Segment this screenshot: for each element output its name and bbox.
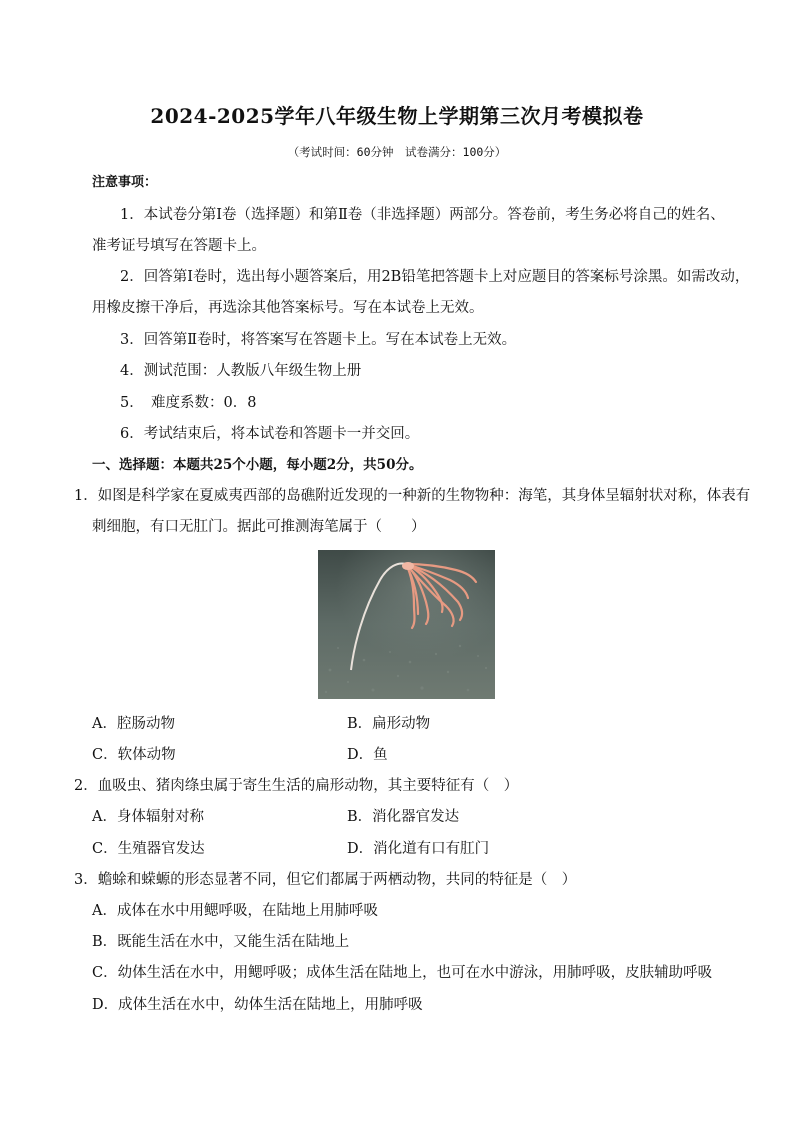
notice-item: 2．回答第Ⅰ卷时，选出每小题答案后，用2B铅笔把答题卡上对应题目的答案标号涂黑。如需改动， [120,269,750,285]
question-1-stem: 1．如图是科学家在夏威夷西部的岛礁附近发现的一种新的生物物种：海笔，其身体呈辐射状对称，体表有 [74,488,751,504]
section-heading: 一、选择题：本题共25个小题，每小题2分，共50分。 [92,457,423,473]
notice-item: 1．本试卷分第Ⅰ卷（选择题）和第Ⅱ卷（非选择题）两部分。答卷前，考生务必将自己的姓名、 [120,207,725,223]
question-2-option-a: A．身体辐射对称 [92,809,204,825]
notice-item: 5． 难度系数：0．8 [120,395,257,411]
exam-info: （考试时间：60分钟 试卷满分：100分） [287,145,507,159]
question-3-option-d: D．成体生活在水中，幼体生活在陆地上，用肺呼吸 [92,997,423,1013]
question-2-option-b: B．消化器官发达 [347,809,460,825]
notice-item: 3．回答第Ⅱ卷时，将答案写在答题卡上。写在本试卷上无效。 [120,332,517,348]
notice-item: 用橡皮擦干净后，再选涂其他答案标号。写在本试卷上无效。 [92,300,484,316]
question-3-option-b: B．既能生活在水中，又能生活在陆地上 [92,934,350,950]
notice-item: 6．考试结束后，将本试卷和答题卡一并交回。 [120,426,420,442]
sea-pen-photo [318,550,495,699]
notice-heading: 注意事项： [92,175,158,190]
notice-item: 4．测试范围：人教版八年级生物上册 [120,363,362,379]
question-3-stem: 3．蟾蜍和蝾螈的形态显著不同，但它们都属于两栖动物，共同的特征是（ ） [74,872,577,888]
question-1-option-a: A．腔肠动物 [92,716,175,732]
question-3-option-a: A．成体在水中用鳃呼吸，在陆地上用肺呼吸 [92,903,378,919]
question-2-option-c: C．生殖器官发达 [92,841,205,857]
question-2-stem: 2．血吸虫、猪肉绦虫属于寄生生活的扁形动物，其主要特征有（ ） [74,778,519,794]
notice-item: 准考证号填写在答题卡上。 [92,238,266,254]
question-1-option-b: B．扁形动物 [347,716,431,732]
page-title: 2024-2025学年八年级生物上学期第三次月考模拟卷 [150,104,644,128]
question-3-option-c: C．幼体生活在水中，用鳃呼吸；成体生活在陆地上，也可在水中游泳，用肺呼吸，皮肤辅助呼吸 [92,965,713,981]
question-2-option-d: D．消化道有口有肛门 [347,841,490,857]
question-1-option-d: D．鱼 [347,747,388,763]
question-1-stem-cont: 刺细胞，有口无肛门。据此可推测海笔属于（ ） [92,519,426,535]
question-1-option-c: C．软体动物 [92,747,176,763]
